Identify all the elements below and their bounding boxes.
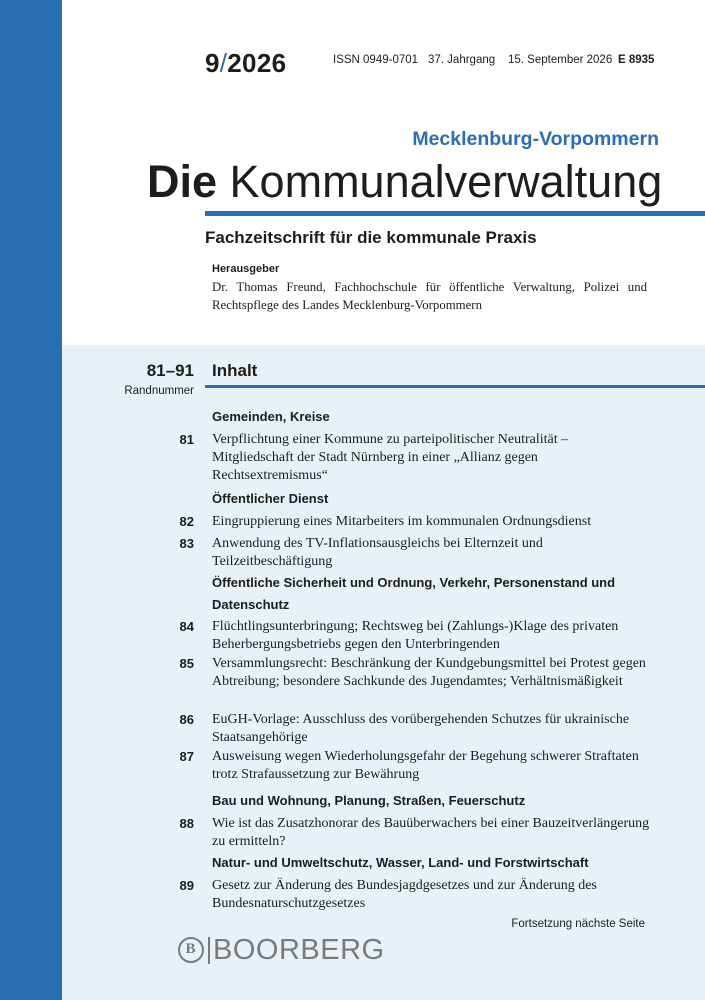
continued-note: Fortsetzung nächste Seite [511,918,645,930]
publisher-text: Dr. Thomas Freund, Fachhochschule für öffentliche Verwaltung, Polizei und Rechtspflege des Landes Mecklenburg-Vorpommern [212,280,647,312]
journal-title: Die Kommunalverwaltung [147,156,663,207]
entry-number: 85 [179,656,194,671]
left-color-band [0,0,62,1000]
title-rule [205,211,705,216]
section-title: Natur- und Umweltschutz, Wasser, Land- und Forstwirtschaft [212,855,589,870]
entry-number: 86 [179,712,194,727]
journal-subtitle: Fachzeitschrift für die kommunale Praxis [205,228,537,247]
jahrgang: 37. Jahrgang [428,54,496,66]
entry-text: Versammlungsrecht: Beschränkung der Kundgebungsmittel bei Protest gegen Abtreibung; besondere Sachkunde des Jugendamtes; Verhältnismäßigkeit [212,656,646,689]
top-strip [62,0,705,44]
postal-code: E 8935 [618,54,655,66]
entry-number: 84 [179,619,194,634]
contents-rule [205,385,705,388]
section-title: Bau und Wohnung, Planung, Straßen, Feuerschutz [212,793,526,808]
publisher-label: Herausgeber [212,263,280,275]
entry-text: Gesetz zur Änderung des Bundesjagdgesetzes und zur Änderung des Bundesnaturschutzgesetzes [212,878,597,911]
issn: ISSN 0949-0701 [333,54,419,66]
entry-text: Ausweisung wegen Wiederholungsgefahr der Begehung schwerer Straftaten trotz Strafaussetzung zur Bewährung [212,749,639,782]
region-title: Mecklenburg-Vorpommern [412,128,659,150]
margin-number-range: 81–91 [146,361,194,380]
margin-number-label: Randnummer [124,385,194,397]
section-title: Öffentliche Sicherheit und Ordnung, Verkehr, Personenstand und Datenschutz [212,575,616,612]
entry-text: Verpflichtung einer Kommune zu parteipolitischer Neutralität – Mitgliedschaft der Stadt Nürnberg in einer „Allianz gegen Rechtsextremismus“ [212,432,569,483]
entry-number: 83 [179,536,194,551]
issue-number: 9/2026 [205,48,287,78]
entry-number: 88 [179,816,194,831]
issue-date: 15. September 2026 [508,54,613,66]
entry-number: 81 [179,432,194,447]
section-title: Gemeinden, Kreise [212,409,330,424]
entry-number: 89 [179,878,194,893]
entry-number: 82 [179,514,194,529]
entry-text: Eingruppierung eines Mitarbeiters im kommunalen Ordnungsdienst [212,514,592,529]
entry-text: Wie ist das Zusatzhonorar des Bauüberwachers bei einer Bauzeitverlängerung zu ermitteln? [212,816,650,849]
publisher-logo-icon: B [178,937,204,963]
contents-heading: Inhalt [212,361,258,380]
entry-text: Flüchtlingsunterbringung; Rechtsweg bei (Zahlungs-)Klage des privaten Beherbergungsbetriebs gegen den Unterbringenden [212,619,619,652]
logo-divider [208,937,210,964]
entry-text: EuGH-Vorlage: Ausschluss des vorübergehenden Schutzes für ukrainische Staatsangehörige [212,712,630,745]
entry-text: Anwendung des TV-Inflationsausgleichs bei Elternzeit und Teilzeitbeschäftigung [212,536,543,569]
section-title: Öffentlicher Dienst [212,491,329,506]
entry-number: 87 [179,749,194,764]
publisher-logo-text: BOORBERG [213,934,385,966]
